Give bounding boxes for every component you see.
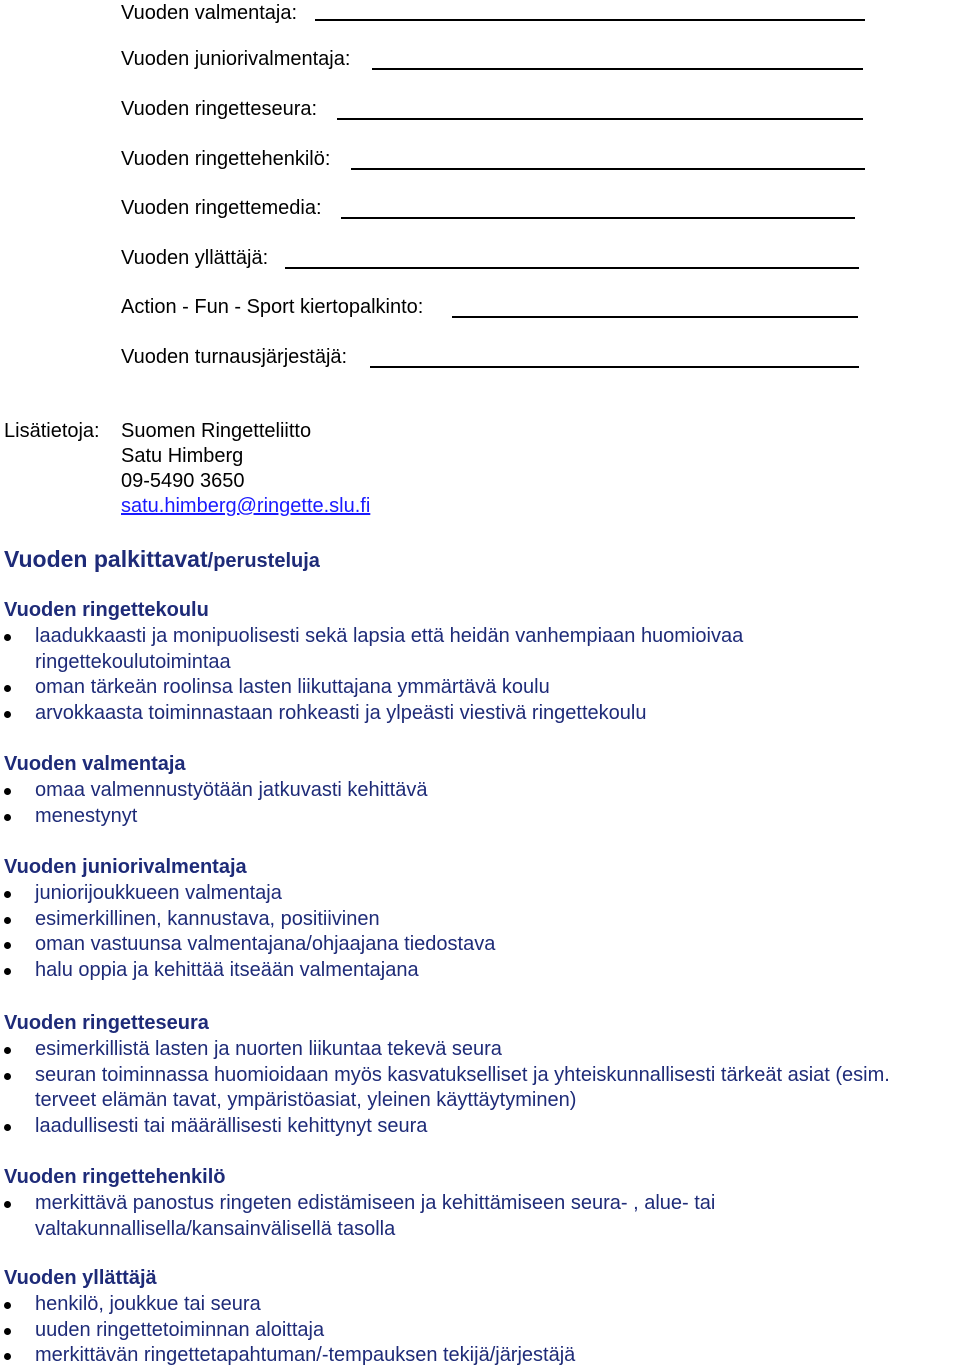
section-title-ringettekoulu: Vuoden ringettekoulu <box>4 599 209 621</box>
bullet-icon <box>4 1353 11 1360</box>
list-item <box>0 1114 890 1140</box>
list-item <box>0 1037 890 1063</box>
field-row <box>121 146 330 176</box>
list-item-text: esimerkillistä lasten ja nuorten liikuntaa tekevä seura <box>35 1038 502 1060</box>
bullet-icon <box>4 788 11 795</box>
bullet-list-yllattaja <box>0 1292 575 1369</box>
bullet-list-ringettehenkilo <box>0 1191 715 1242</box>
list-item-text: menestynyt <box>35 804 138 827</box>
field-label: Vuoden yllättäjä: <box>121 247 269 269</box>
field-label: Vuoden ringettehenkilö: <box>121 148 331 170</box>
bullet-list-ringettekoulu <box>0 624 743 726</box>
field-row <box>121 46 350 76</box>
bullet-list-ringetteseura <box>0 1037 890 1139</box>
list-item-text: arvokkaasta toiminnastaan rohkeasti ja ylpeästi viestivä ringettekoulu <box>35 701 647 724</box>
list-item <box>0 701 743 727</box>
contact-name: Satu Himberg <box>121 445 244 467</box>
fill-in-line[interactable] <box>337 118 863 120</box>
field-label: Vuoden valmentaja: <box>121 2 298 24</box>
list-item-text: merkittävä panostus ringeten edistämiseen ja kehittämiseen seura- , alue- tai <box>35 1192 716 1214</box>
list-item-text-continued: valtakunnallisella/kansainvälisellä tasolla <box>35 1217 396 1240</box>
section-title-valmentaja: Vuoden valmentaja <box>4 753 186 775</box>
bullet-list-juniorivalmentaja <box>0 881 495 983</box>
list-item-text: henkilö, joukkue tai seura <box>35 1293 261 1315</box>
fill-in-line[interactable] <box>285 267 859 269</box>
field-label: Vuoden turnausjärjestäjä: <box>121 346 348 368</box>
list-item <box>0 1318 575 1344</box>
contact-phone: 09-5490 3650 <box>121 470 245 492</box>
list-item-text: laadukkaasti ja monipuolisesti sekä lapsia että heidän vanhempiaan huomioivaa <box>35 625 744 647</box>
bullet-icon <box>4 1328 11 1335</box>
bullet-icon <box>4 1302 11 1309</box>
list-item-text: esimerkillinen, kannustava, positiivinen <box>35 907 380 930</box>
list-item-text: oman vastuunsa valmentajana/ohjaajana tiedostava <box>35 933 496 955</box>
field-row <box>121 195 322 225</box>
list-item <box>0 778 427 804</box>
list-item <box>0 1343 575 1369</box>
list-item-text-continued: ringettekoulutoimintaa <box>35 650 231 673</box>
field-row <box>121 245 268 275</box>
section-title-yllattaja: Vuoden yllättäjä <box>4 1267 157 1289</box>
page-title <box>4 546 320 573</box>
list-item <box>0 1063 890 1114</box>
bullet-list-valmentaja <box>0 778 427 829</box>
contact-block <box>121 419 370 519</box>
contact-organization: Suomen Ringetteliitto <box>121 420 312 442</box>
list-item-text: uuden ringettetoiminnan aloittaja <box>35 1318 325 1341</box>
list-item <box>0 958 495 984</box>
field-label: Action - Fun - Sport kiertopalkinto: <box>121 296 424 318</box>
list-item <box>0 675 743 701</box>
list-item <box>0 881 495 907</box>
field-label: Vuoden ringettemedia: <box>121 197 322 219</box>
contact-label: Lisätietoja: <box>4 420 100 442</box>
bullet-icon <box>4 1047 11 1054</box>
bullet-icon <box>4 968 11 975</box>
list-item-text: oman tärkeän roolinsa lasten liikuttajana ymmärtävä koulu <box>35 676 550 698</box>
field-row <box>121 96 317 126</box>
bullet-icon <box>4 711 11 718</box>
section-title-ringettehenkilo: Vuoden ringettehenkilö <box>4 1166 226 1188</box>
fill-in-line[interactable] <box>452 316 858 318</box>
list-item-text: laadullisesti tai määrällisesti kehittynyt seura <box>35 1114 428 1137</box>
bullet-icon <box>4 1073 11 1080</box>
list-item-text: juniorijoukkueen valmentaja <box>35 882 282 904</box>
list-item-text: omaa valmennustyötään jatkuvasti kehittävä <box>35 779 428 801</box>
field-row <box>121 294 423 324</box>
list-item-text: merkittävän ringettetapahtuman/-tempauksen tekijä/järjestäjä <box>35 1344 576 1366</box>
section-title-ringetteseura: Vuoden ringetteseura <box>4 1012 209 1034</box>
list-item <box>0 804 427 830</box>
contact-email-link[interactable]: satu.himberg@ringette.slu.fi <box>121 495 371 517</box>
list-item <box>0 1292 575 1318</box>
bullet-icon <box>4 942 11 949</box>
fill-in-line[interactable] <box>370 366 859 368</box>
field-row <box>121 344 347 374</box>
list-item <box>0 1191 715 1242</box>
list-item <box>0 624 743 675</box>
page-title-sub: /perusteluja <box>207 550 320 572</box>
bullet-icon <box>4 891 11 898</box>
bullet-icon <box>4 1201 11 1208</box>
list-item <box>0 907 495 933</box>
fill-in-line[interactable] <box>372 68 863 70</box>
list-item <box>0 932 495 958</box>
field-row <box>121 0 297 30</box>
bullet-icon <box>4 685 11 692</box>
list-item-text: halu oppia ja kehittää itseään valmentajana <box>35 958 419 981</box>
bullet-icon <box>4 814 11 821</box>
fill-in-line[interactable] <box>351 168 865 170</box>
section-title-juniorivalmentaja: Vuoden juniorivalmentaja <box>4 856 247 878</box>
fill-in-line[interactable] <box>341 217 855 219</box>
list-item-text-continued: terveet elämän tavat, ympäristöasiat, yleinen käyttäytyminen) <box>35 1089 577 1111</box>
fill-in-line[interactable] <box>315 19 865 21</box>
page-title-main: Vuoden palkittavat <box>4 546 208 572</box>
bullet-icon <box>4 634 11 641</box>
field-label: Vuoden ringetteseura: <box>121 98 318 120</box>
field-label: Vuoden juniorivalmentaja: <box>121 48 351 70</box>
list-item-text: seuran toiminnassa huomioidaan myös kasvatukselliset ja yhteiskunnallisesti tärkeät asiat (esim. <box>35 1063 890 1086</box>
bullet-icon <box>4 1124 11 1131</box>
bullet-icon <box>4 917 11 924</box>
